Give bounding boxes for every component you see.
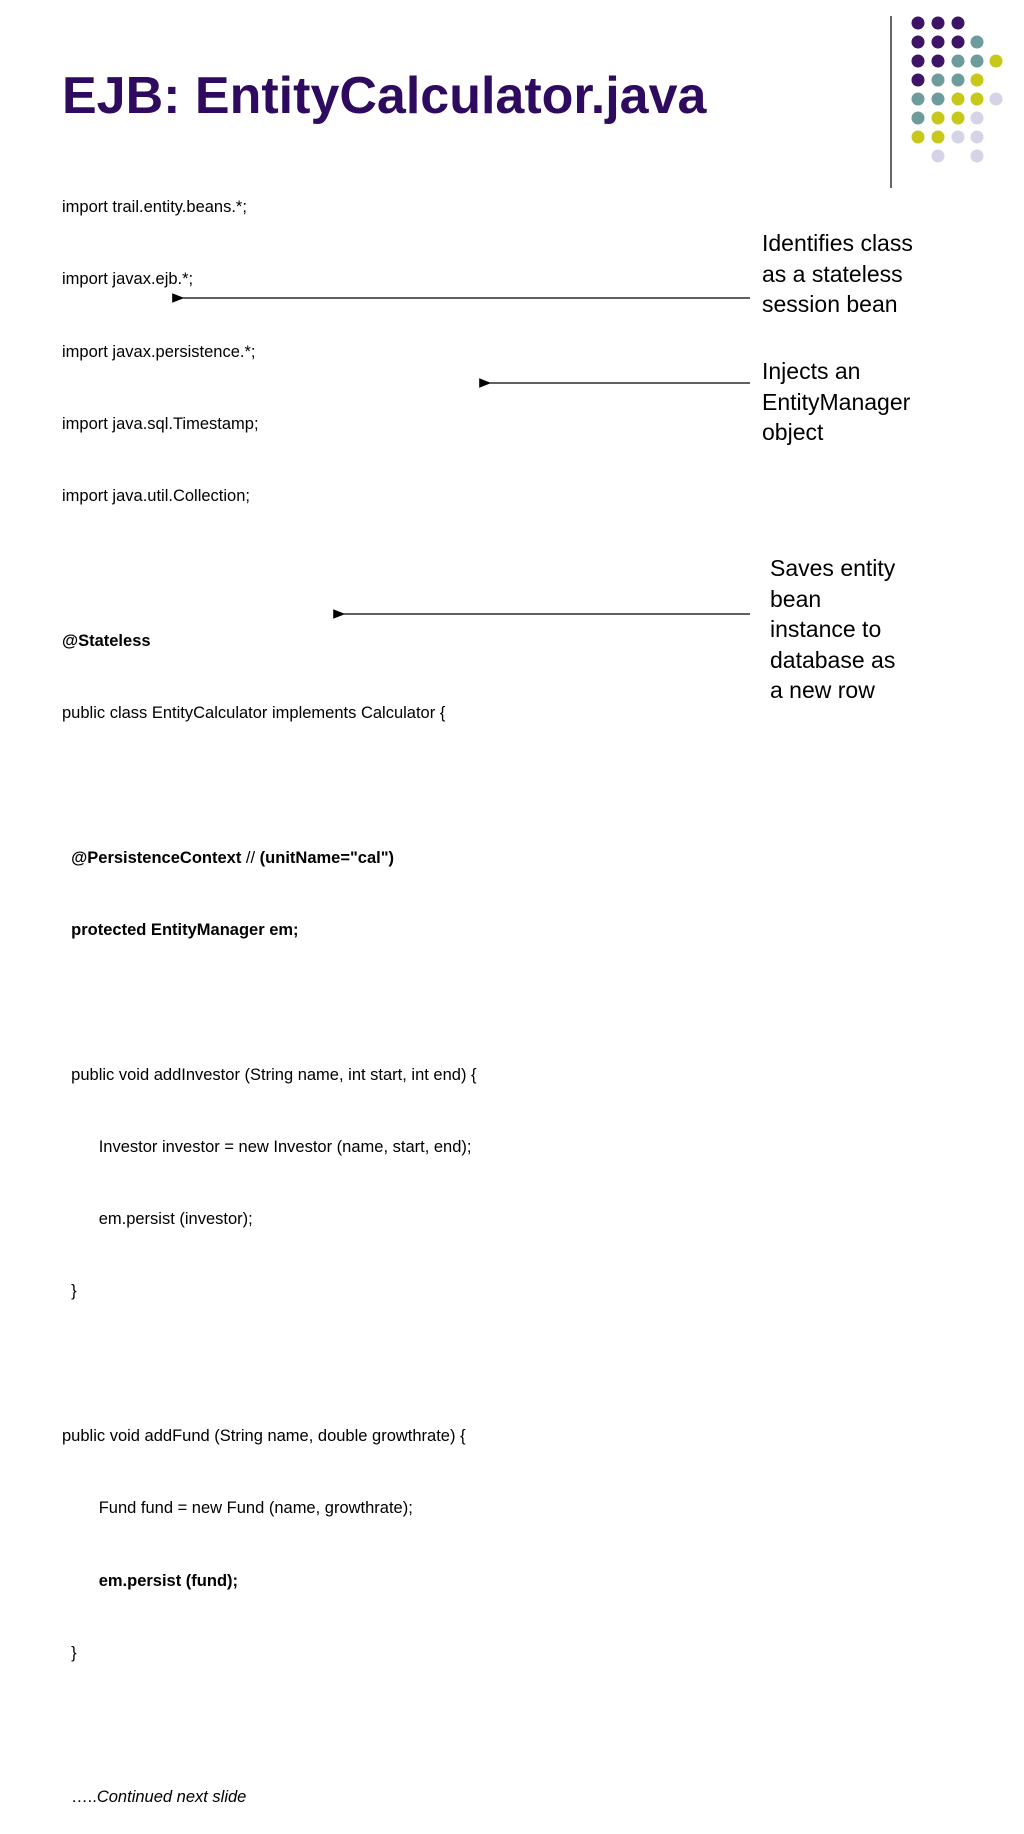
code-line [62,1063,477,1087]
continued-note: Continued next slide [96,1788,247,1807]
code-line [62,918,477,942]
code-line [62,1641,477,1665]
blank-line [62,990,477,1014]
note-line: instance to [770,616,882,642]
add-investor-signature: public void addInvestor (String name, int start, int end) { [71,1065,477,1084]
comment-marker: // [241,848,260,867]
note-injects [762,356,910,448]
blank-line [62,1352,477,1376]
code-line [62,846,477,870]
persist-investor: em.persist (investor); [98,1210,253,1229]
note-line: bean [770,585,822,612]
note-line: a new row [770,677,875,703]
code-line [62,1135,477,1159]
ellipsis: ….. [71,1788,97,1807]
note-line: database as [770,646,896,673]
close-brace: } [71,1282,77,1301]
unit-name: (unitName="cal") [259,848,395,867]
persistence-context-annotation: @PersistenceContext [71,848,242,867]
note-line: as a stateless [762,260,903,287]
blank-line [62,773,477,797]
code-line: public class EntityCalculator implements Calculator { [62,704,446,723]
note-stateless [762,228,913,320]
code-line: import javax.ejb.*; [62,270,194,289]
code-line: public void addFund (String name, double growthrate) { [62,1426,466,1445]
persist-fund: em.persist (fund); [98,1571,239,1590]
note-line: EntityManager [762,388,911,415]
code-line: import java.util.Collection; [62,487,250,506]
code-line [62,1496,477,1520]
note-line: Saves entity [770,555,896,581]
code-line: import trail.entity.beans.*; [62,198,247,217]
note-line: session bean [762,291,898,317]
note-saves [770,553,895,706]
code-line [62,1207,477,1231]
code-line [62,1569,477,1593]
fund-new: Fund fund = new Fund (name, growthrate); [98,1499,413,1518]
code-line [62,1785,477,1809]
note-line: Injects an [762,358,861,384]
blank-line [62,1713,477,1737]
code-line [62,1279,477,1303]
slide-title: EJB: EntityCalculator.java [62,67,707,125]
note-line: object [762,419,824,445]
investor-new: Investor investor = new Investor (name, start, end); [98,1137,472,1156]
code-line: import javax.persistence.*; [62,342,256,361]
close-brace: } [71,1643,77,1662]
code-line: import java.sql.Timestamp; [62,415,259,434]
stateless-annotation: @Stateless [62,631,151,650]
entity-manager-field: protected EntityManager em; [71,921,299,939]
note-line: Identifies class [762,230,913,256]
